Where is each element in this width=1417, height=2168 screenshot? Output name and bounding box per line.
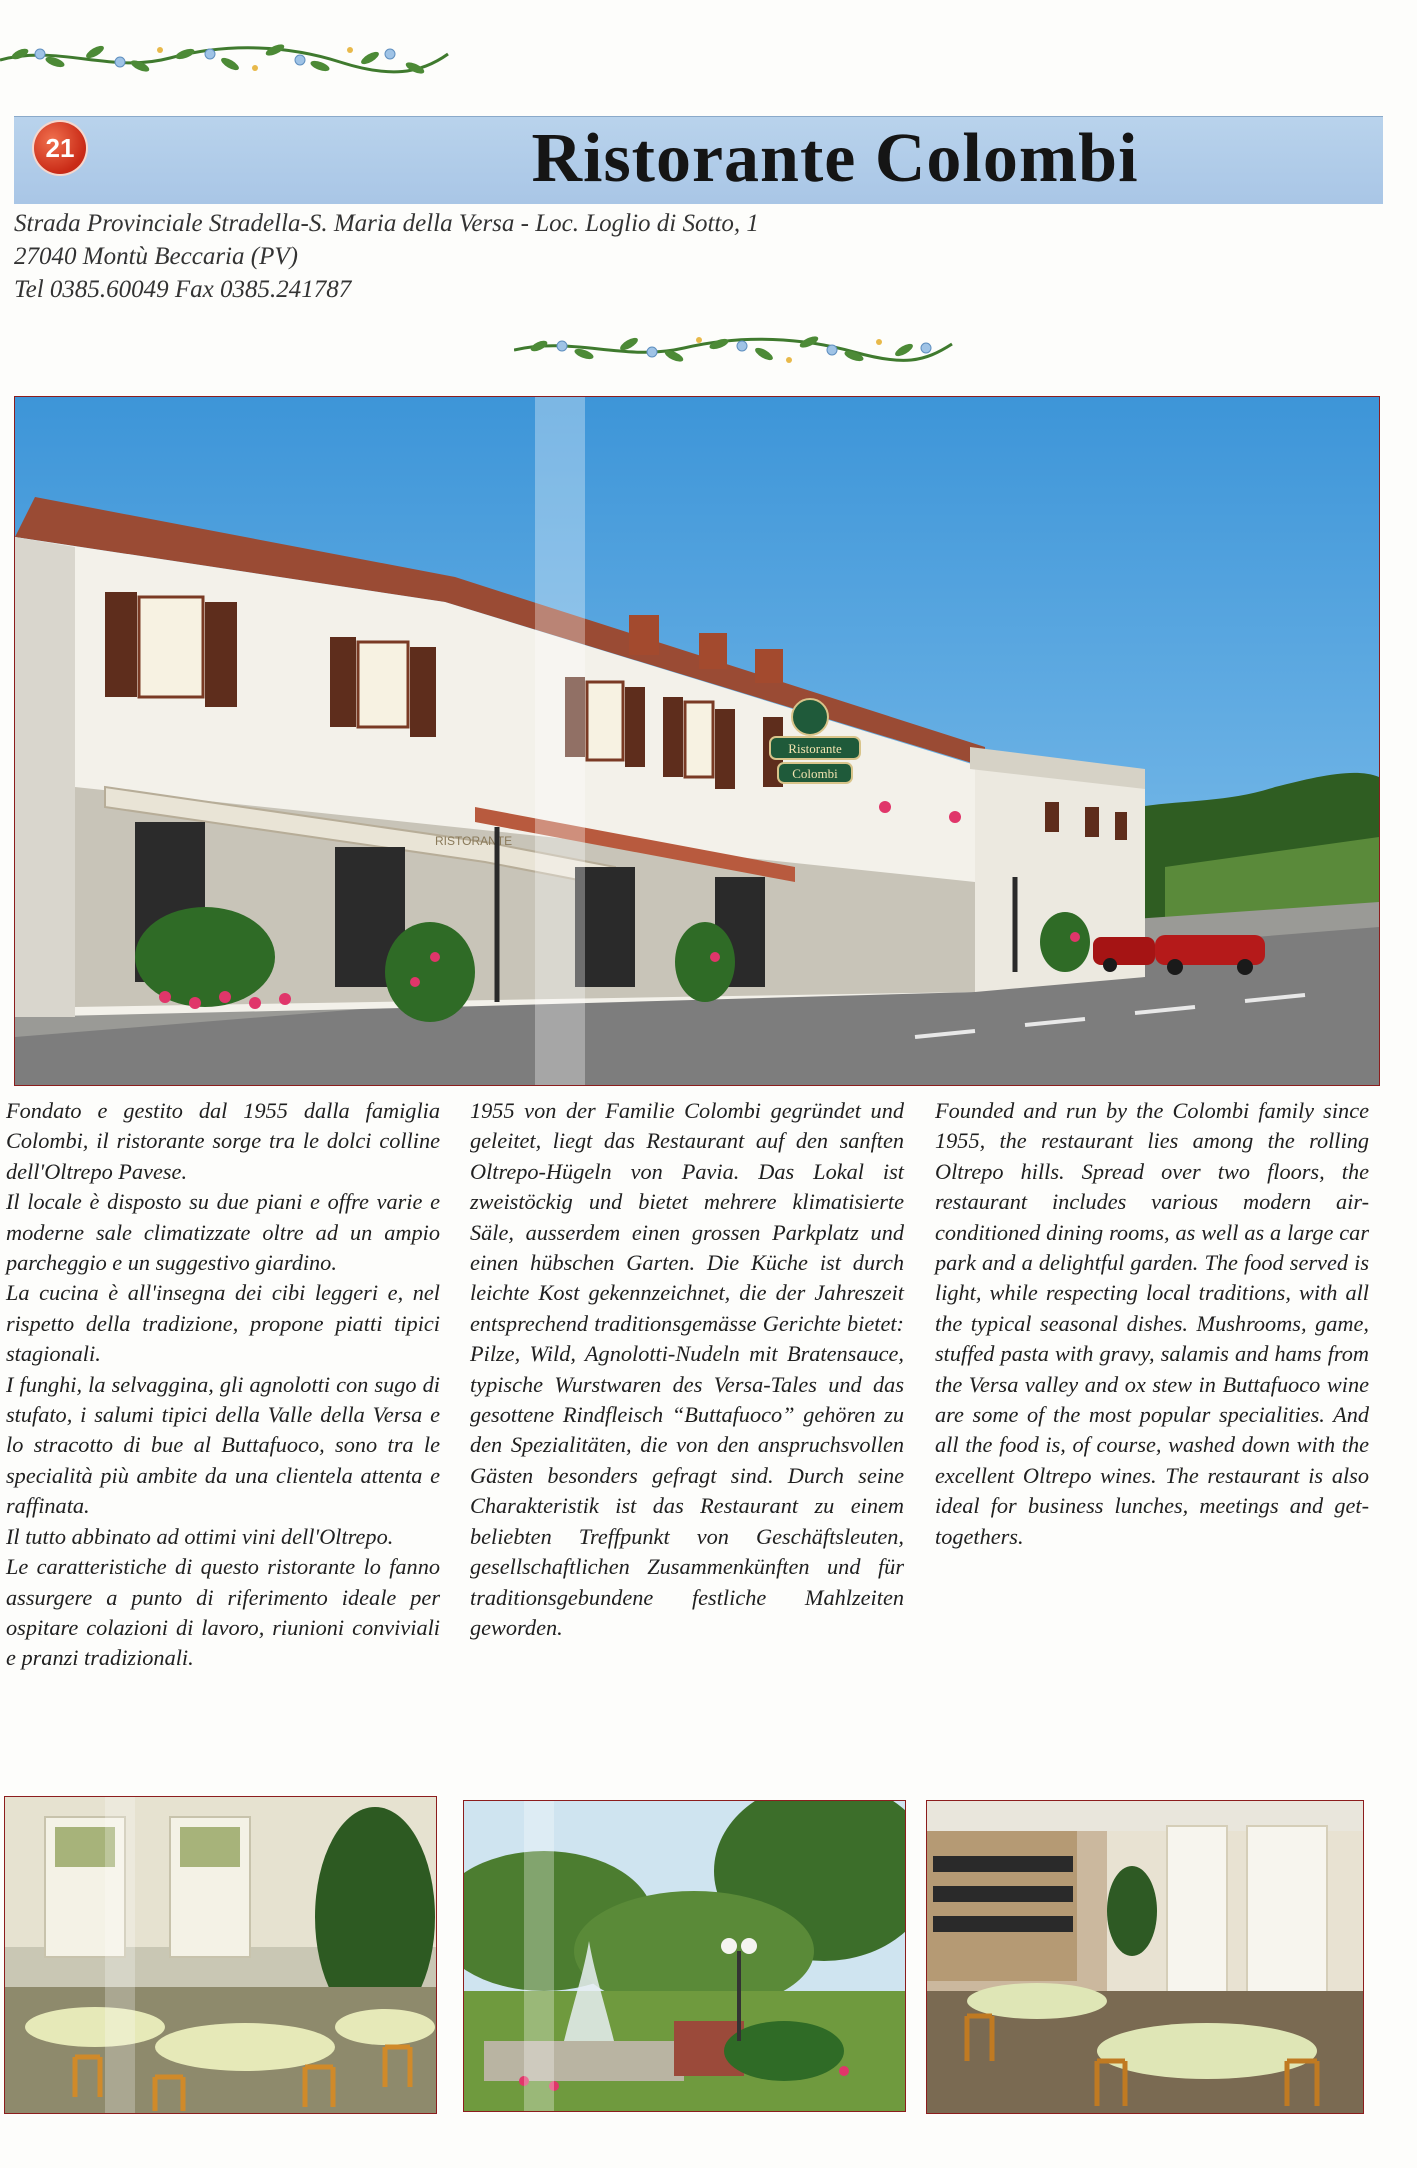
italian-paragraph: La cucina è all'insegna dei cibi leggeri e, nel rispetto della tradizione, propone piatti tipici stagionali. <box>6 1280 440 1367</box>
address-line-city: 27040 Montù Beccaria (PV) <box>14 243 298 270</box>
floral-vine-top-left <box>0 24 450 84</box>
german-paragraph: 1955 von der Familie Colombi gegründet und geleitet, liegt das Restaurant auf den sanften Oltrepo-Hügeln von Pavia. Das Lokal ist zweistöckig und bietet mehrere klimatisierte Säle, ausserdem einen grossen Parkplatz und einen hübschen Garten. Die Küche ist durch leichte Kost gekennzeichnet, die der Jahreszeit entsprechend traditionsgemässe Gerichte bietet: Pilze, Wild, Agnolotti-Nudeln mit Bratensauce, typische Wurstwaren des Versa-Tales und das gesottene Rindfleisch “Buttafuoco” gehören zu den Spezialitäten, die von den anspruchsvollen Gästen besonders gefragt sind. Durch seine Charakteristik ist das Restaurant zu einem beliebten Treffpunkt von Geschäftsleuten, gesellschaftlichen Zusammenkünften und für traditionsgebundene festliche Mahlzeiten geworden. <box>470 1098 904 1640</box>
sign-ristorante: Ristorante <box>788 741 842 756</box>
sign-colombi: Colombi <box>792 766 838 781</box>
restaurant-title: Ristorante Colombi <box>531 120 1139 197</box>
italian-paragraph: Il locale è disposto su due piani e offre varie e moderne sale climatizzate oltre ad un ampio parcheggio e un suggestivo giardino. <box>6 1189 440 1276</box>
garden-fountain-photo <box>463 1800 906 2112</box>
italian-text-column <box>6 1096 440 1674</box>
italian-paragraph: Le caratteristiche di questo ristorante lo fanno assurgere a punto di riferimento ideale per ospitare colazioni di lavoro, riunioni conviviali e pranzi tradizionali. <box>6 1554 440 1671</box>
italian-paragraph: I funghi, la selvaggina, gli agnolotti con sugo di stufato, i salumi tipici della Valle della Versa e lo stracotto di bue al Buttafuoco, sono tra le specialità più ambite da una clientela attenta e raffinata. <box>6 1371 440 1519</box>
italian-paragraph: Fondato e gestito dal 1955 dalla famiglia Colombi, il ristorante sorge tra le dolci colline dell'Oltrepo Pavese. <box>6 1098 440 1184</box>
restaurant-exterior-photo <box>14 396 1380 1086</box>
page-number-badge: 21 <box>34 122 86 174</box>
english-text-column <box>935 1096 1369 1552</box>
awning-lettering: RISTORANTE <box>435 834 513 848</box>
wine-dining-room-photo <box>926 1800 1364 2114</box>
address-line-street: Strada Provinciale Stradella-S. Maria della Versa - Loc. Loglio di Sotto, 1 <box>14 210 759 237</box>
floral-vine-center <box>514 322 954 372</box>
german-text-column <box>470 1096 904 1643</box>
italian-paragraph: Il tutto abbinato ad ottimi vini dell'Oltrepo. <box>6 1523 394 1549</box>
dining-room-photo <box>4 1796 437 2114</box>
english-paragraph: Founded and run by the Colombi family since 1955, the restaurant lies among the rolling Oltrepo hills. Spread over two floors, the restaurant includes various modern air-conditioned dining rooms, as well as a large car park and a delightful garden. The food served is light, while respecting local traditions, with all the typical seasonal dishes. Mushrooms, game, stuffed pasta with gravy, salamis and hams from the Versa valley and ox stew in Buttafuoco wine are some of the most popular specialities. And all the food is, of course, washed down with the excellent Oltrepo wines. The restaurant is also ideal for business lunches, meetings and get-togethers. <box>935 1098 1369 1549</box>
contact-phone-fax: Tel 0385.60049 Fax 0385.241787 <box>14 276 352 303</box>
